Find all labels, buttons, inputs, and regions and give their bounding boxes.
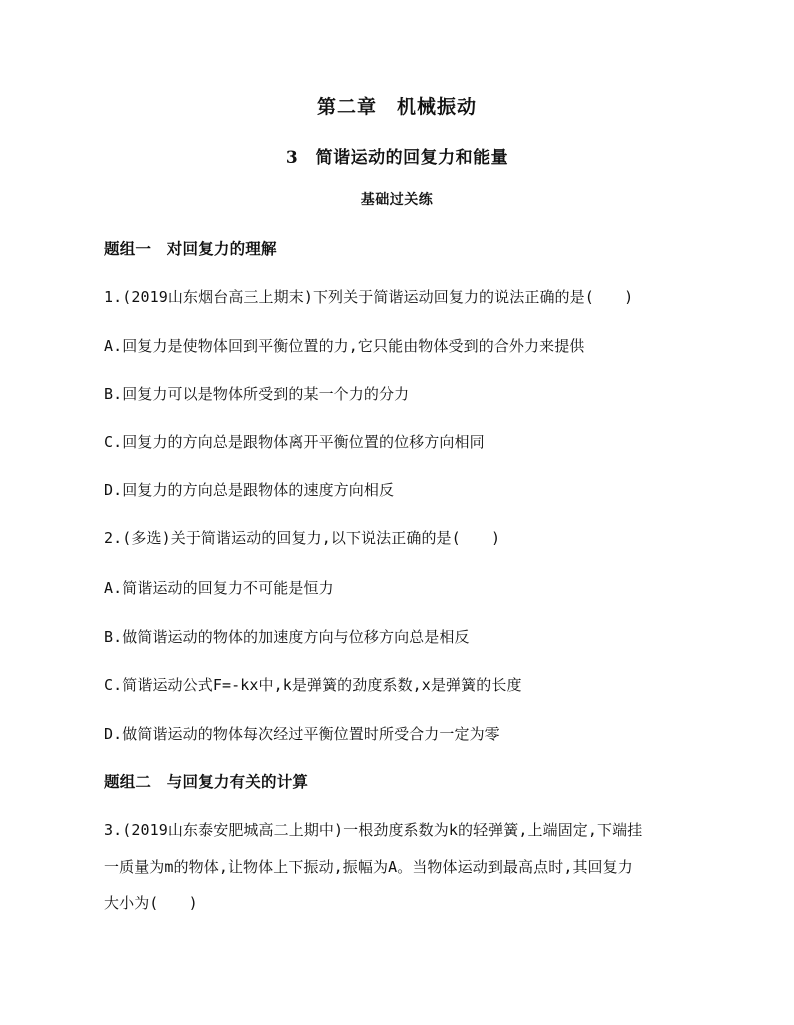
question-1-stem: 1.(2019山东烟台高三上期末)下列关于简谐运动回复力的说法正确的是( ) <box>104 288 634 306</box>
question-2-option-d: D.做简谐运动的物体每次经过平衡位置时所受合力一定为零 <box>104 725 500 743</box>
chapter-title: 第二章 机械振动 <box>316 96 477 118</box>
question-2-stem: 2.(多选)关于简谐运动的回复力,以下说法正确的是( ) <box>104 529 501 547</box>
question-2-option-a: A.简谐运动的回复力不可能是恒力 <box>104 579 334 597</box>
question-1-option-d: D.回复力的方向总是跟物体的速度方向相反 <box>104 481 395 499</box>
section-title: 3 简谐运动的回复力和能量 <box>285 148 509 168</box>
question-3-stem-line-3: 大小为( ) <box>104 894 198 912</box>
question-3-stem-line-1: 3.(2019山东泰安肥城高二上期中)一根劲度系数为k的轻弹簧,上端固定,下端挂 <box>104 821 643 839</box>
group-one-title: 题组一 对回复力的理解 <box>104 239 277 258</box>
question-1-option-c: C.回复力的方向总是跟物体离开平衡位置的位移方向相同 <box>104 433 485 451</box>
question-2-option-b: B.做简谐运动的物体的加速度方向与位移方向总是相反 <box>104 628 470 646</box>
group-two-title: 题组二 与回复力有关的计算 <box>104 772 309 791</box>
question-1-option-b: B.回复力可以是物体所受到的某一个力的分力 <box>104 385 410 403</box>
question-1-option-a: A.回复力是使物体回到平衡位置的力,它只能由物体受到的合外力来提供 <box>104 337 585 355</box>
question-3-stem-line-2: 一质量为m的物体,让物体上下振动,振幅为A。当物体运动到最高点时,其回复力 <box>104 858 633 876</box>
exercise-subtitle: 基础过关练 <box>360 192 434 208</box>
question-2-option-c: C.简谐运动公式F=-kx中,k是弹簧的劲度系数,x是弹簧的长度 <box>104 676 522 694</box>
